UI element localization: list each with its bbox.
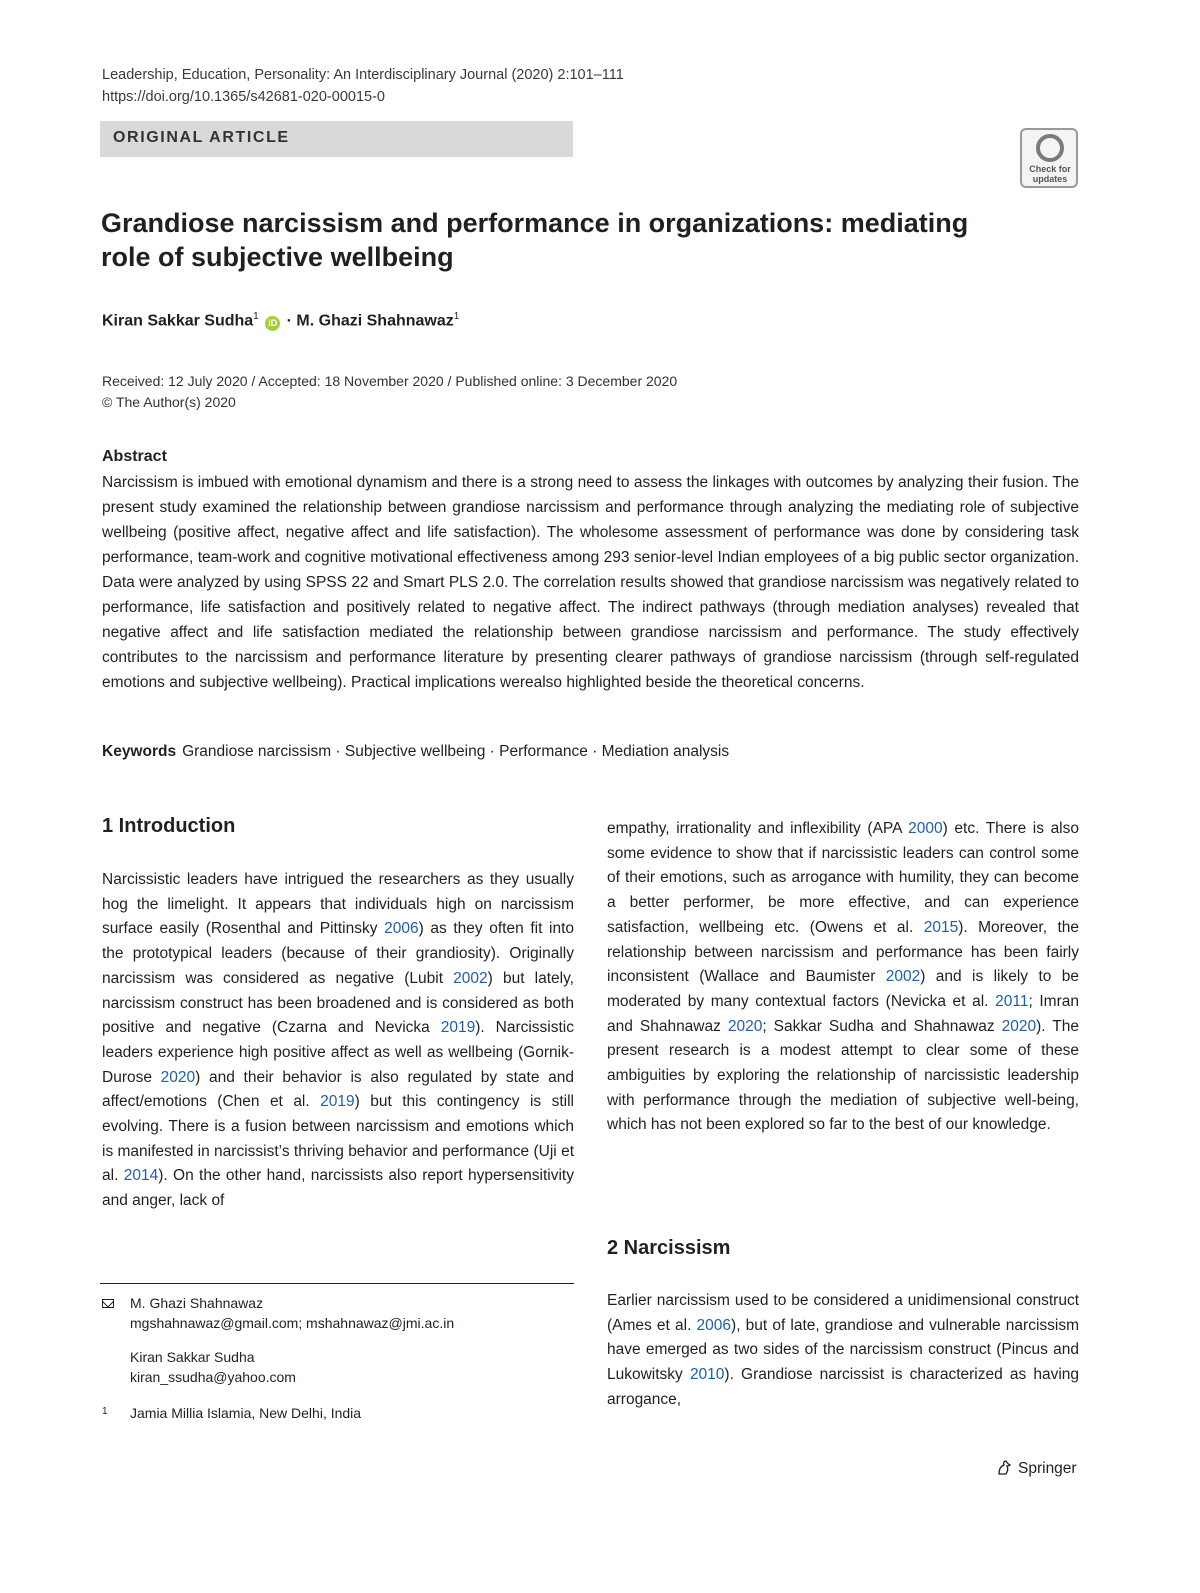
affiliation-text: Jamia Millia Islamia, New Delhi, India: [130, 1405, 362, 1421]
keywords-list: Grandiose narcissism · Subjective wellbeing · Performance · Mediation analysis: [182, 743, 730, 760]
publisher-logo: [996, 1460, 1077, 1478]
article-type-label: ORIGINAL ARTICLE: [113, 129, 290, 146]
article-type-banner: [100, 121, 573, 157]
footnote-divider: [100, 1283, 574, 1284]
keywords-label: Keywords: [102, 743, 177, 760]
author-separator: ·: [282, 312, 297, 330]
doi-link[interactable]: https://doi.org/10.1365/s42681-020-00015-0: [102, 89, 385, 105]
publication-dates: [102, 371, 677, 413]
citation-link[interactable]: 2019: [320, 1093, 355, 1111]
journal-citation: Leadership, Education, Personality: An Interdisciplinary Journal (2020) 2:101–111: [102, 67, 624, 83]
introduction-right-paragraph: empathy, irrationality and inflexibility (APA 2000) etc. There is also some evidence to show that if narcissistic leaders can control some of their emotions, such as arrogance with humility, they can become a better performer, be more effective, and can experience satisfaction, wellbeing etc. (Owens et al. 2015). Moreover, the relationship between narcissism and performance has been fairly inconsistent (Wallace and Baumister 2002) and is likely to be moderated by many contextual factors (Nevicka et al. 2011; Imran and Shahnawaz 2020; Sakkar Sudha and Shahnawaz 2020). The present research is a modest attempt to clear some of these ambiguities by exploring the relationship of narcissistic leadership with performance through the mediation of subjective well-being, which has not been explored so far to the best of our knowledge.: [607, 820, 1080, 1134]
citation-link[interactable]: 2020: [727, 1017, 763, 1035]
copyright-line: © The Author(s) 2020: [102, 394, 236, 410]
citation-link[interactable]: 2020: [1001, 1017, 1037, 1035]
author-email[interactable]: kiran_ssudha@yahoo.com: [130, 1369, 296, 1385]
citation-link[interactable]: 2014: [123, 1167, 159, 1185]
citation-link[interactable]: 2006: [384, 920, 419, 938]
crossmark-icon: [1036, 134, 1064, 162]
section-heading-narcissism: 2 Narcissism: [607, 1237, 731, 1259]
citation-link[interactable]: 2010: [689, 1366, 725, 1384]
publisher-name: Springer: [1018, 1460, 1077, 1477]
contact-name: M. Ghazi Shahnawaz: [130, 1295, 264, 1311]
correspondence-block: [130, 1293, 454, 1387]
abstract-heading: Abstract: [102, 448, 167, 465]
springer-horse-icon: [996, 1460, 1012, 1476]
abstract-text: Narcissism is imbued with emotional dynamism and there is a strong need to assess the linkages with outcomes by analyzing their fusion. The present study examined the relationship between grandiose narcissism and performance through analyzing the mediating role of subjective wellbeing (positive affect, negative affect and life satisfaction). The wholesome assessment of performance was done by considering task performance, team-work and cognitive motivational effectiveness among 293 senior-level Indian employees of a big public sector organization. Data were analyzed by using SPSS 22 and Smart PLS 2.0. The correlation results showed that grandiose narcissism was negatively related to performance, life satisfaction and positively related to negative affect. The indirect pathways (through mediation analyses) revealed that negative affect and life satisfaction mediated the relationship between grandiose narcissism and performance. The study effectively contributes to the narcissism and performance literature by presenting clearer pathways of grandiose narcissism (through self-regulated emotions and subjective wellbeing). Practical implications werealso highlighted beside the theoretical concerns.: [102, 474, 1079, 691]
citation-link[interactable]: 2019: [440, 1019, 476, 1037]
affiliation-marker: 1: [453, 311, 460, 322]
section-heading-introduction: 1 Introduction: [102, 815, 236, 837]
affiliation-marker: 1: [253, 311, 259, 322]
citation-link[interactable]: 2015: [923, 918, 959, 936]
check-for-updates-badge[interactable]: [1020, 128, 1078, 188]
citation-link[interactable]: 2011: [995, 992, 1029, 1010]
citation-link[interactable]: 2000: [908, 820, 943, 837]
journal-header: [102, 64, 624, 108]
author-name[interactable]: Kiran Sakkar Sudha: [102, 312, 254, 330]
author-line: [102, 311, 459, 331]
envelope-icon: [102, 1299, 114, 1308]
introduction-left-paragraph: Narcissistic leaders have intrigued the researchers as they usually hog the limelight. It appears that individuals high on narcissism surface easily (Rosenthal and Pittinsky 2006) as they often fit into the prototypical leaders (because of their grandiosity). Originally narcissism was considered as negative (Lubit 2002) but lately, narcissism construct has been broadened and is considered as both positive and negative (Czarna and Nevicka 2019). Narcissistic leaders experience high positive affect as well as wellbeing (Gornik-Durose 2020) and their behavior is also regulated by state and affect/emotions (Chen et al. 2019) but this contingency is still evolving. There is a fusion between narcissism and emotions which is manifested in narcissist’s thriving behavior and performance (Uji et al. 2014). On the other hand, narcissists also report hypersensitivity and anger, lack of: [102, 871, 574, 1210]
history-dates: Received: 12 July 2020 / Accepted: 18 November 2020 / Published online: 3 December 2020: [102, 373, 678, 389]
contact-emails[interactable]: mgshahnawaz@gmail.com; mshahnawaz@jmi.ac.in: [130, 1315, 455, 1331]
keywords-line: [102, 743, 729, 761]
citation-link[interactable]: 2006: [696, 1316, 732, 1334]
author-name: Kiran Sakkar Sudha: [130, 1349, 255, 1365]
orcid-icon[interactable]: iD: [265, 316, 280, 331]
citation-link[interactable]: 2002: [453, 969, 488, 987]
affiliation-number: 1: [102, 1406, 108, 1417]
citation-link[interactable]: 2020: [160, 1068, 196, 1086]
author-name[interactable]: M. Ghazi Shahnawaz: [296, 312, 454, 330]
narcissism-paragraph: Earlier narcissism used to be considered a unidimensional construct (Ames et al. 2006), but of late, grandiose and vulnerable narcissism have emerged as two sides of the narcissism construct (Pincus and Lukowitsky 2010). Grandiose narcissist is characterized as having arrogance,: [607, 1292, 1080, 1408]
check-for-updates-label: Check for updates: [1029, 164, 1071, 184]
citation-link[interactable]: 2002: [885, 968, 921, 986]
article-title: Grandiose narcissism and performance in organizations: mediating role of subjective wellbeing: [101, 208, 969, 272]
